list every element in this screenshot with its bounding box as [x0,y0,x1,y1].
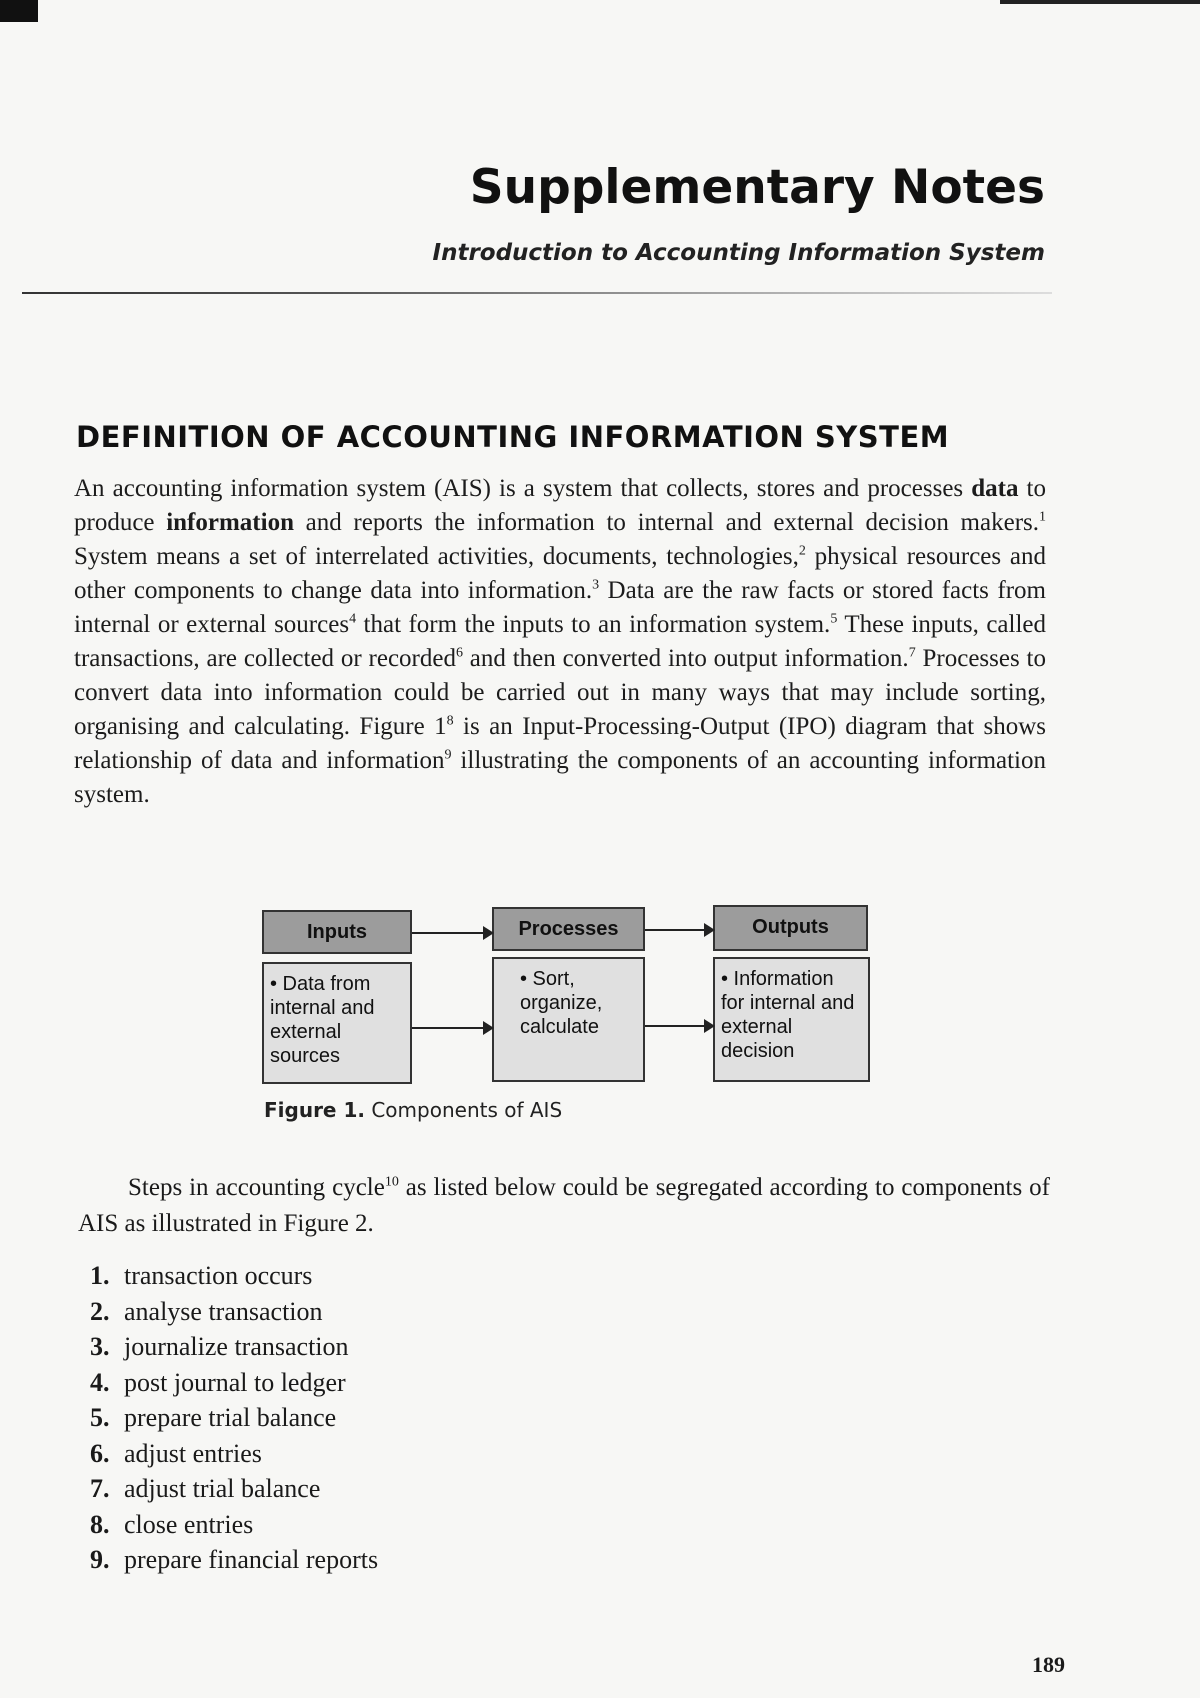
text-run: These inputs, called transactions, are collected or recorded [74,611,1047,672]
list-number: 7. [90,1474,110,1503]
list-text: prepare trial balance [124,1403,337,1432]
list-text: post journal to ledger [124,1367,346,1397]
list-text: adjust trial balance [124,1474,321,1503]
top-edge-rule [1000,0,1200,4]
footnote-ref: 2 [798,543,806,559]
list-item [90,1542,378,1578]
text-run: is an Input-Processing-Output (IPO) diagram that shows relationship of data and information [74,713,1046,774]
text-run: as listed below could be segregated according to components of AIS as illustrated in Figure 2. [78,1174,1050,1237]
list-text: adjust entries [124,1438,262,1468]
footnote-ref: 7 [908,645,916,661]
text-run: illustrating the components of an accounting information system. [74,747,1047,808]
list-item [90,1365,378,1401]
ipo-diagram [262,905,882,1090]
text-run: and then converted into output information. [462,645,909,672]
figure-caption [264,1098,562,1122]
page-title: Supplementary Notes [469,160,1045,215]
text-run: Data are the raw facts or stored facts from internal or external sources [74,577,1046,638]
list-number: 1. [90,1261,110,1290]
bold-term-data: data [971,475,1019,502]
text-run: to produce [74,475,1046,536]
scan-corner-mark [0,0,38,22]
inputs-header-box: Inputs [262,910,412,954]
arrow-inputs-to-processes [412,932,492,934]
caption-text: Components of AIS [371,1098,563,1122]
bold-term-information: information [166,509,294,536]
list-text: prepare financial reports [124,1545,379,1574]
list-item [90,1471,378,1507]
list-number: 8. [90,1509,110,1539]
inputs-body-box: • Data from internal and external sources [262,962,412,1084]
outputs-header-box: Outputs [713,905,868,951]
list-item [90,1400,378,1436]
list-text: analyse transaction [124,1296,323,1326]
text-run: An accounting information system (AIS) is a system that collects, stores and processes [74,475,972,502]
footnote-ref: 4 [349,611,357,627]
steps-intro-paragraph [78,1170,1050,1242]
footnote-ref: 1 [1039,509,1046,525]
list-text: close entries [124,1509,254,1539]
text-run: Processes to convert data into information could be carried out in many ways that may include sorting, organising and calculating. Figure 1 [74,645,1046,740]
list-text: transaction occurs [124,1261,313,1290]
text-run: physical resources and other components to change data into information. [74,543,1046,604]
list-item [90,1436,378,1472]
outputs-body-box: • Information for internal and external decision [713,957,870,1082]
definition-paragraph [74,472,1046,812]
page-subtitle: Introduction to Accounting Information System [432,240,1045,266]
list-number: 3. [90,1332,110,1361]
arrow-processes-body-to-outputs-body [645,1025,713,1027]
list-item [90,1329,378,1365]
section-heading: DEFINITION OF ACCOUNTING INFORMATION SYSTEM [76,420,950,454]
processes-body-box: • Sort, organize, calculate [492,957,645,1082]
list-item [90,1507,378,1543]
page-number: 189 [1032,1652,1065,1677]
arrow-processes-to-outputs [645,929,713,931]
list-number: 4. [90,1367,110,1397]
list-text: journalize transaction [124,1332,349,1361]
text-run: Steps in accounting cycle [128,1174,385,1201]
text-run: System means a set of interrelated activities, documents, technologies, [74,543,799,570]
footnote-ref: 6 [455,645,463,661]
list-item [90,1258,378,1294]
footnote-ref: 9 [444,747,452,763]
footnote-ref: 8 [446,713,454,729]
header-divider [22,292,1052,294]
list-number: 6. [90,1438,110,1468]
accounting-cycle-steps [90,1258,378,1578]
list-number: 5. [90,1403,110,1432]
list-item [90,1294,378,1330]
footnote-ref: 5 [830,611,838,627]
text-run: that form the inputs to an information system. [356,611,831,638]
text-run: and reports the information to internal and external decision makers. [293,509,1039,536]
caption-label: Figure 1. [264,1098,365,1122]
footnote-ref: 3 [592,577,600,593]
list-number: 9. [90,1545,110,1574]
footnote-ref: 10 [384,1174,399,1190]
list-number: 2. [90,1296,110,1326]
processes-header-box: Processes [492,907,645,951]
arrow-inputs-body-to-processes-body [412,1027,492,1029]
